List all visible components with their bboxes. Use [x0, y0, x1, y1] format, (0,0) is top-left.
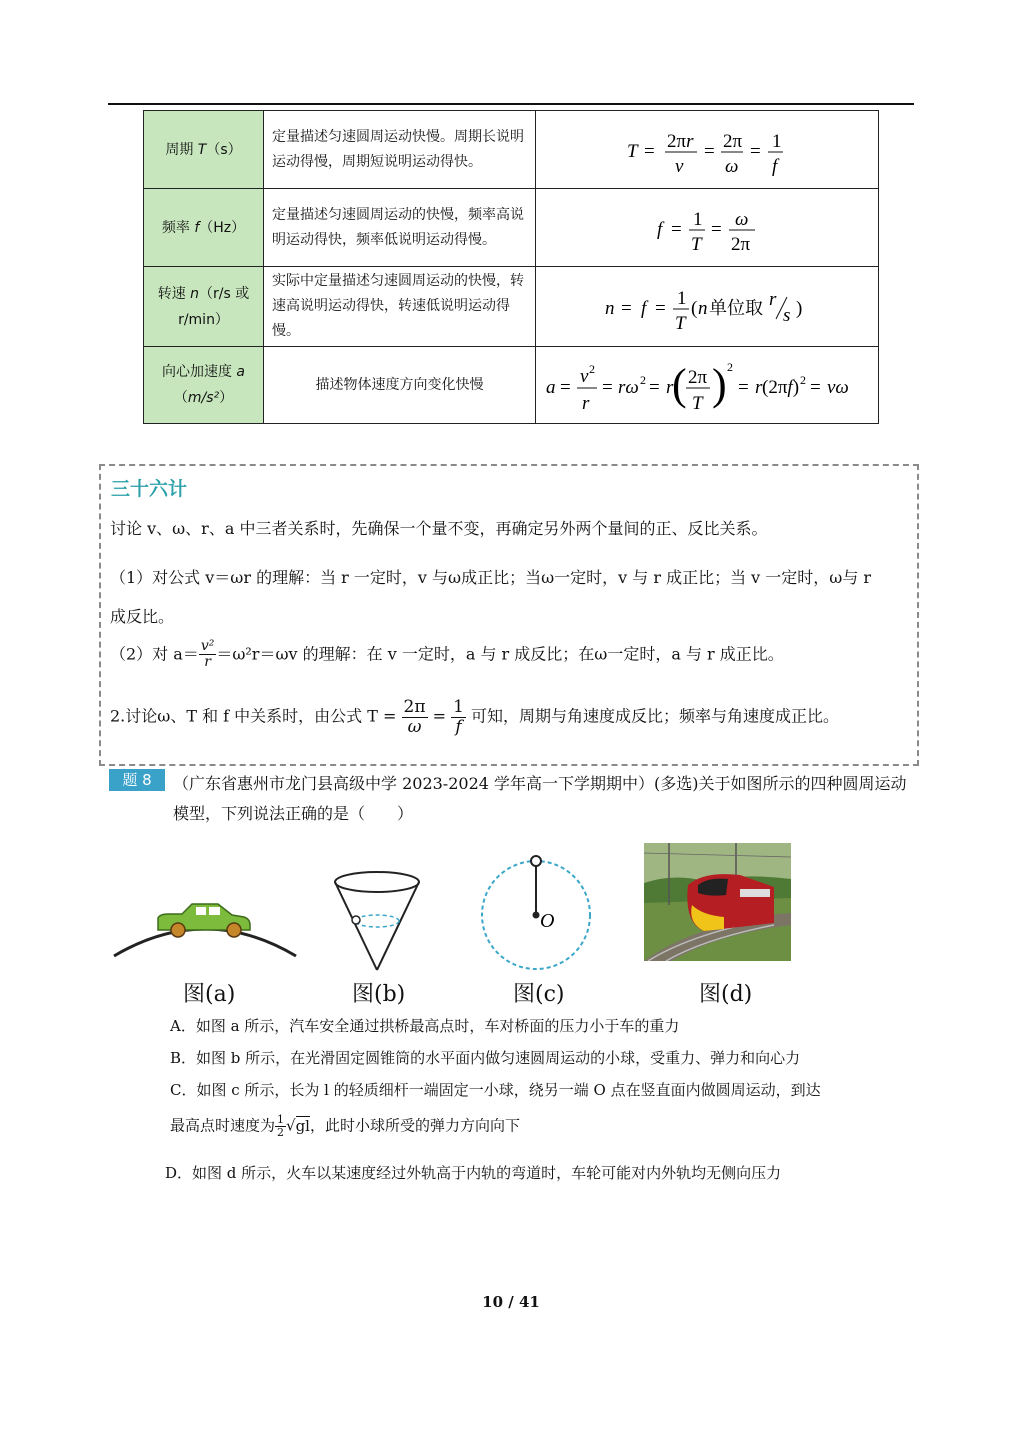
svg-text:=: = [750, 140, 761, 162]
svg-text:f: f [641, 297, 647, 319]
fraction-2pi-omega: $\frac{2\pi}{\omega}$ [403, 697, 426, 737]
svg-text:v: v [580, 366, 589, 387]
svg-text:=: = [560, 377, 571, 398]
option-text: 最高点时速度为 [170, 1116, 276, 1135]
svg-text:vω: vω [827, 377, 849, 398]
table-row [144, 189, 879, 267]
fraction-one-half: $\frac{1}{2}$ [277, 1113, 285, 1140]
formula-period [617, 120, 797, 180]
tips-text: （2）对 a＝ [110, 644, 199, 664]
quantity-name: 向心加速度 a （m/s²） [144, 347, 264, 424]
option-c: C．如图 c 所示，长为 l 的轻质细杆一端固定一小球，绕另一端 O 点在竖直面内做圆周运动，到达 [170, 1081, 821, 1099]
svg-text:): ) [712, 360, 727, 409]
svg-text:单位取: 单位取 [709, 297, 763, 319]
svg-text:=: = [602, 377, 613, 398]
svg-text:ω: ω [725, 155, 739, 177]
svg-text:s: s [783, 304, 791, 326]
svg-text:2π: 2π [723, 130, 743, 152]
svg-text:n: n [698, 297, 708, 319]
svg-text:a: a [546, 377, 556, 398]
figure-label: 图(d) [699, 982, 753, 1007]
option-b: B．如图 b 所示，在光滑固定圆锥筒的水平面内做匀速圆周运动的小球，受重力、弹力和向心力 [170, 1049, 801, 1067]
svg-text:=: = [738, 377, 749, 398]
svg-text:=: = [671, 218, 682, 240]
svg-text:rω: rω [618, 377, 639, 398]
header-rule [108, 103, 914, 105]
option-text: ，此时小球所受的弹力方向向下 [309, 1116, 520, 1135]
tips-text: 2.讨论ω、T 和 f 中关系时，由公式 T = [110, 706, 397, 726]
quantity-description: 定量描述匀速圆周运动快慢。周期长说明运动得慢，周期短说明运动得快。 [264, 111, 536, 189]
quantity-formula [536, 347, 879, 424]
figure-a-car-bridge [110, 890, 300, 965]
figure-d-train-photo [644, 843, 791, 961]
quantity-name: 频率 f（Hz） [144, 189, 264, 267]
svg-text:2π: 2π [731, 233, 751, 255]
svg-text:1: 1 [772, 130, 782, 152]
tips-line: 2.讨论ω、T 和 f 中关系时，由公式 T = $\frac{2\pi}{\omega}$ = $\frac{1}{f}$ 可知，周期与角速度成反比；频率与角速度成正比。 [110, 697, 840, 737]
quantity-name: 周期 T（s） [144, 111, 264, 189]
quantity-formula [536, 267, 879, 347]
svg-text:f: f [772, 155, 778, 177]
quantity-description: 定量描述匀速圆周运动的快慢，频率高说明运动得快，频率低说明运动得慢。 [264, 189, 536, 267]
quantity-formula [536, 111, 879, 189]
svg-text:2: 2 [640, 373, 646, 387]
sqrt-gl: √gl [286, 1116, 310, 1135]
svg-text:=: = [711, 218, 722, 240]
svg-text:=: = [644, 140, 655, 162]
formula-speed [597, 277, 817, 337]
svg-text:=: = [649, 377, 660, 398]
table-row [144, 267, 879, 347]
svg-text:=: = [810, 377, 821, 398]
figure-b-cone [330, 868, 425, 973]
tips-line [110, 639, 784, 671]
svg-text:2πr: 2πr [667, 130, 694, 152]
svg-text:): ) [796, 297, 803, 319]
tips-box [99, 464, 919, 766]
question-badge: 题 8 [109, 769, 165, 791]
svg-text:=: = [655, 297, 666, 319]
svg-text:f: f [657, 218, 663, 240]
tips-line: （1）对公式 v＝ωr 的理解：当 r 一定时，v 与ω成正比；当ω一定时，v 与 r 成正比；当 v 一定时，ω与 r [110, 568, 872, 587]
fraction-1-f: $\frac{1}{f}$ [453, 697, 464, 737]
formula-centripetal [542, 353, 872, 417]
question-text: （广东省惠州市龙门县高级中学 2023-2024 学年高一下学期期中）(多选)关于如图所示的四种圆周运动模型，下列说法正确的是（ ） [173, 774, 907, 823]
quantity-name: 转速 n（r/s 或 r/min） [144, 267, 264, 347]
svg-text:2: 2 [589, 362, 595, 376]
svg-text:T: T [691, 233, 702, 255]
quantity-description: 描述物体速度方向变化快慢 [264, 347, 536, 424]
svg-text:n: n [605, 297, 615, 319]
tips-text: ＝ω²r＝ωv 的理解：在 v 一定时，a 与 r 成反比；在ω一定时，a 与 r 成正比。 [216, 644, 784, 664]
figure-label: 图(b) [352, 982, 406, 1007]
formula-frequency [647, 198, 767, 258]
svg-text:r: r [769, 288, 777, 310]
figure-c-vertical-circle [480, 853, 595, 975]
figure-label: 图(a) [183, 982, 236, 1007]
svg-text:T: T [692, 393, 703, 414]
quantity-table [143, 110, 879, 424]
svg-text:(: ( [691, 297, 698, 319]
svg-text:=: = [621, 297, 632, 319]
tips-text: 可知，周期与角速度成反比；频率与角速度成正比。 [471, 706, 840, 726]
svg-text:T: T [627, 140, 638, 162]
svg-text:2π: 2π [688, 367, 708, 388]
tips-title: 三十六计 [111, 478, 188, 500]
quantity-description: 实际中定量描述匀速圆周运动的快慢，转速高说明运动得快，转速低说明运动得慢。 [264, 267, 536, 347]
quantity-formula [536, 189, 879, 267]
svg-text:v: v [675, 155, 684, 177]
page-number: 10 / 41 [482, 1293, 540, 1311]
table-row [144, 111, 879, 189]
point-o-label: O [540, 910, 555, 932]
svg-text:r: r [755, 377, 763, 398]
fraction-v2-r: $\frac{\text{v²}}{r}$ [200, 638, 215, 671]
figure-label: 图(c) [513, 982, 565, 1007]
svg-text:2: 2 [800, 373, 806, 387]
option-c-continued [170, 1114, 520, 1139]
svg-text:(2πf): (2πf) [762, 377, 800, 398]
tips-line: 成反比。 [110, 607, 175, 626]
svg-text:=: = [704, 140, 715, 162]
table-row [144, 347, 879, 424]
option-d: D．如图 d 所示，火车以某速度经过外轨高于内轨的弯道时，车轮可能对内外轨均无侧向压力 [165, 1164, 782, 1182]
svg-text:1: 1 [693, 208, 703, 230]
svg-text:2: 2 [727, 360, 733, 374]
option-a: A．如图 a 所示，汽车安全通过拱桥最高点时，车对桥面的压力小于车的重力 [170, 1017, 680, 1035]
svg-text:r: r [666, 377, 674, 398]
svg-text:r: r [582, 393, 590, 414]
svg-text:(: ( [672, 360, 687, 409]
svg-text:T: T [675, 312, 686, 334]
svg-text:ω: ω [735, 208, 749, 230]
svg-text:1: 1 [677, 287, 687, 309]
tips-line: 讨论 v、ω、r、a 中三者关系时，先确保一个量不变，再确定另外两个量间的正、反比关系。 [110, 519, 768, 538]
